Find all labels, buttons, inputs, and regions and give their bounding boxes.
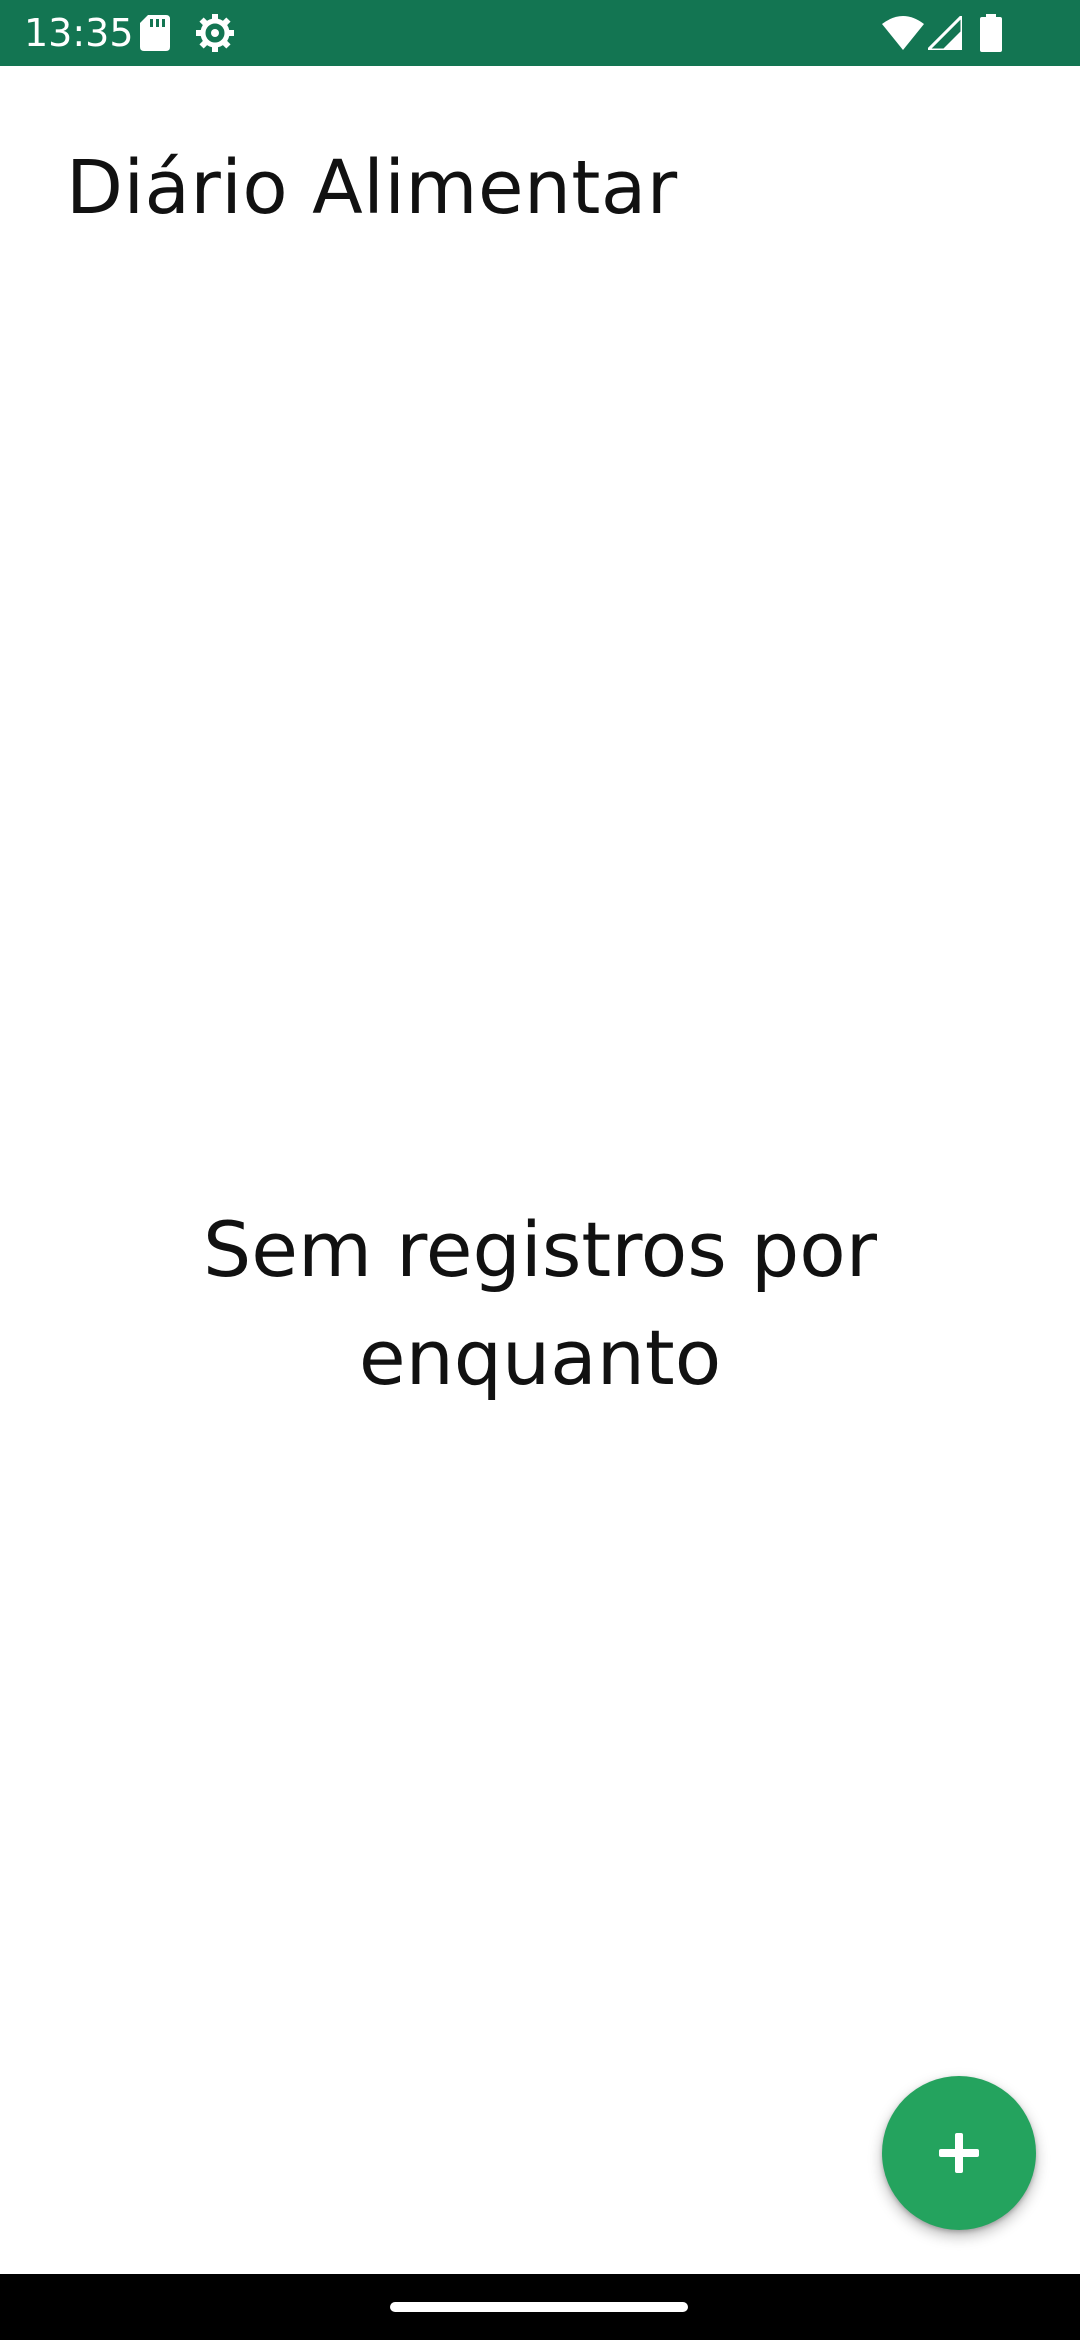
gear-icon: [196, 14, 234, 52]
navigation-bar: [0, 2274, 1080, 2340]
empty-state-line-1: Sem registros por: [202, 1205, 878, 1294]
home-handle[interactable]: [390, 2302, 688, 2312]
empty-state-message: [0, 1196, 1080, 1412]
wifi-icon: [882, 16, 924, 50]
status-time: 13:35: [24, 11, 134, 55]
sd-card-icon: [140, 15, 170, 51]
battery-icon: [980, 14, 1002, 52]
page-title: Diário Alimentar: [66, 145, 678, 231]
status-bar: [0, 0, 1080, 66]
plus-icon: [937, 2131, 981, 2175]
empty-state-line-2: enquanto: [358, 1313, 722, 1402]
signal-icon: [928, 16, 962, 50]
add-entry-button[interactable]: [882, 2076, 1036, 2230]
